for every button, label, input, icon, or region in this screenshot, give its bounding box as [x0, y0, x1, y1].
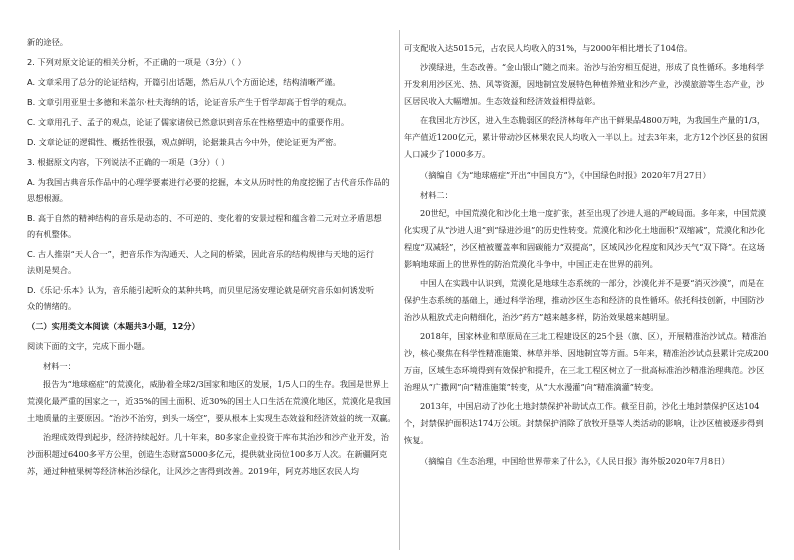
option-2c: C. 文章用孔子、孟子的观点，论证了儒家诸侯已然意识到音乐在性格塑造中的重要作用。	[27, 117, 350, 127]
material-two-paragraph-1: 20世纪，中国荒漠化和沙化土地一度扩张，甚至出现了沙进人退的严峻局面。多年来，中国荒漠化实现了从“沙进人退”到“绿进沙退”的历史性转变。荒漠化和沙化土地面积“双缩减”，荒漠化和沙化程度“双减轻”，沙区植被覆盖率和固碳能力“双提高”，区域风沙化程度和风沙天气“双下降”。在这场影响地球面上的世界性的防治荒漠化斗争中，中国正走在世界的前列。	[404, 208, 767, 269]
reading-instruction: 阅读下面的文字，完成下面小题。	[27, 341, 150, 351]
material-one-paragraph-1: 报告为“地球癌症”的荒漠化，威胁着全球2/3国家和地区的发展，1/5人口的生存。我国是世界上荒漠化最严重的国家之一，近35%的国土面积、近30%的国土人口生活在荒漠化地区，荒漠化是我国土地质量的主要原因。“治沙不治穷，到头一场空”，要从根本上实现生态效益和经济效益的统一双赢。	[27, 379, 396, 423]
option-3d-cont: 众的情绪的。	[27, 301, 77, 311]
material-one-paragraph-3: 沙漠绿进，生态改善。“金山银山”随之而来。治沙与治穷相互促进，形成了良性循环。多地科学开发利用沙区光、热、风等资源，因地制宜发展特色种植养殖业和沙产业，沙漠旅游等生态产业，沙区居民收入大幅增加。生态效益和经济效益相得益彰。	[404, 62, 765, 106]
option-2b: B. 文章引用亚里士多德和米盖尔·杜夫海纳的话，论证音乐产生于哲学却高于哲学的观点。	[27, 97, 352, 107]
option-3d: D.《乐记·乐本》认为，音乐能引起听众的某种共鸣，而贝里尼汤安理论就是研究音乐如何诱发听	[27, 285, 375, 295]
material-one-label: 材料一：	[43, 361, 76, 371]
material-one-paragraph-2: 治理成效得到起步，经济持续起好。几十年来，80多家企业投资于库布其治沙和沙产业开发，治沙面积超过6400多平方公里，创造生态财富5000多亿元，提供就业岗位100多万人次。在新疆阿克苏，通过种植果树等经济林治沙绿化，让风沙之害得到改善。2019年，阿克苏地区农民人均	[27, 432, 390, 476]
material-two-paragraph-3: 2018年，国家林业和草原局在三北工程建设区的25个县（旗、区），开展精准治沙试点。精准治沙，核心聚焦在科学性精准施策、林草并举、因地制宜等方面。5年来，精准治沙试点县累计完成200万亩，区域生态环境得到有效保护和提升，在三北工程区树立了一批高标准治沙精准治理典范。沙区治理从“广撒网”向“精准施策”转变，从“大水漫灌”向“精准滴灌”转变。	[404, 331, 769, 392]
option-3c: C. 古人推崇“天人合一”，把音乐作为沟通天、人之间的桥梁，因此音乐的结构规律与天地的运行	[27, 249, 374, 259]
left-column	[27, 34, 397, 480]
material-two-label: 材料二：	[420, 190, 453, 200]
column-divider	[399, 30, 400, 550]
material-one-paragraph-4: 在我国北方沙区，进入生态脆弱区的经济林每年产出干鲜果品4800万吨，为我国生产量的1/3，年产值近1200亿元，累计带动沙区林果农民人均收入一半以上。过去3年来，北方12个沙区县的贫困人口减少了1000多万。	[404, 115, 768, 159]
option-3b: B. 高于自然的精神结构的音乐是动态的、不可逆的、变化着的安景过程和蕴含着二元对立矛盾思想	[27, 213, 382, 223]
option-2a: A. 文章采用了总分的论证结构，开篇引出话题，然后从八个方面论述，结构清晰严谨。	[27, 77, 341, 87]
option-2d: D. 文章论证的逻辑性、概括性很强，观点鲜明，论据兼具古今中外，使论证更为严密。	[27, 137, 342, 147]
material-one-source: （摘编自《为“地球癌症”开出“中国良方”》，《中国绿色时报》2020年7月27日）	[420, 170, 711, 180]
option-3a-cont: 思想根源。	[27, 193, 68, 203]
question-3-stem: 3. 根据原文内容，下列说法不正确的一项是（3分）（ ）	[27, 157, 230, 167]
option-3c-cont: 法则是契合。	[27, 265, 77, 275]
material-two-paragraph-4: 2013年，中国启动了沙化土地封禁保护补助试点工作。截至目前，沙化土地封禁保护区达104个，封禁保护面积达174万公顷。封禁保护消除了放牧开垦等人类活动的影响，让沙区植被逐步得到恢复。	[404, 401, 764, 445]
right-column	[404, 40, 769, 469]
question-2-stem: 2. 下列对原文论证的相关分析，不正确的一项是（3分）（ ）	[27, 57, 246, 67]
material-one-block	[27, 358, 397, 480]
material-two-paragraph-2: 中国人在实践中认识到，荒漠化是地球生态系统的一部分，沙漠化并不是要“消灭沙漠”，而是在保护生态系统的基础上，通过科学治理，推动沙区生态和经济的良性循环。依托科技创新，中国防沙治沙从粗放式走向精细化，治沙“药方”越来越多样，防治效果越来越明显。	[404, 278, 765, 322]
material-one-paragraph-2-cont: 可支配收入达5015元，占农民人均收入的31%，与2000年相比增长了104倍。	[404, 43, 693, 53]
option-3a: A. 为我国古典音乐作品中的心理学要素进行必要的挖掘，本文从历时性的角度挖掘了古代音乐作品的	[27, 177, 390, 187]
material-two-source: （摘编自《生态治理，中国给世界带来了什么》，《人民日报》海外版2020年7月8日）	[420, 456, 730, 466]
option-3b-cont: 的有机整体。	[27, 229, 77, 239]
text-line: 新的途径。	[27, 37, 68, 47]
section-heading: （二）实用类文本阅读（本题共3小题，12分）	[27, 321, 200, 331]
